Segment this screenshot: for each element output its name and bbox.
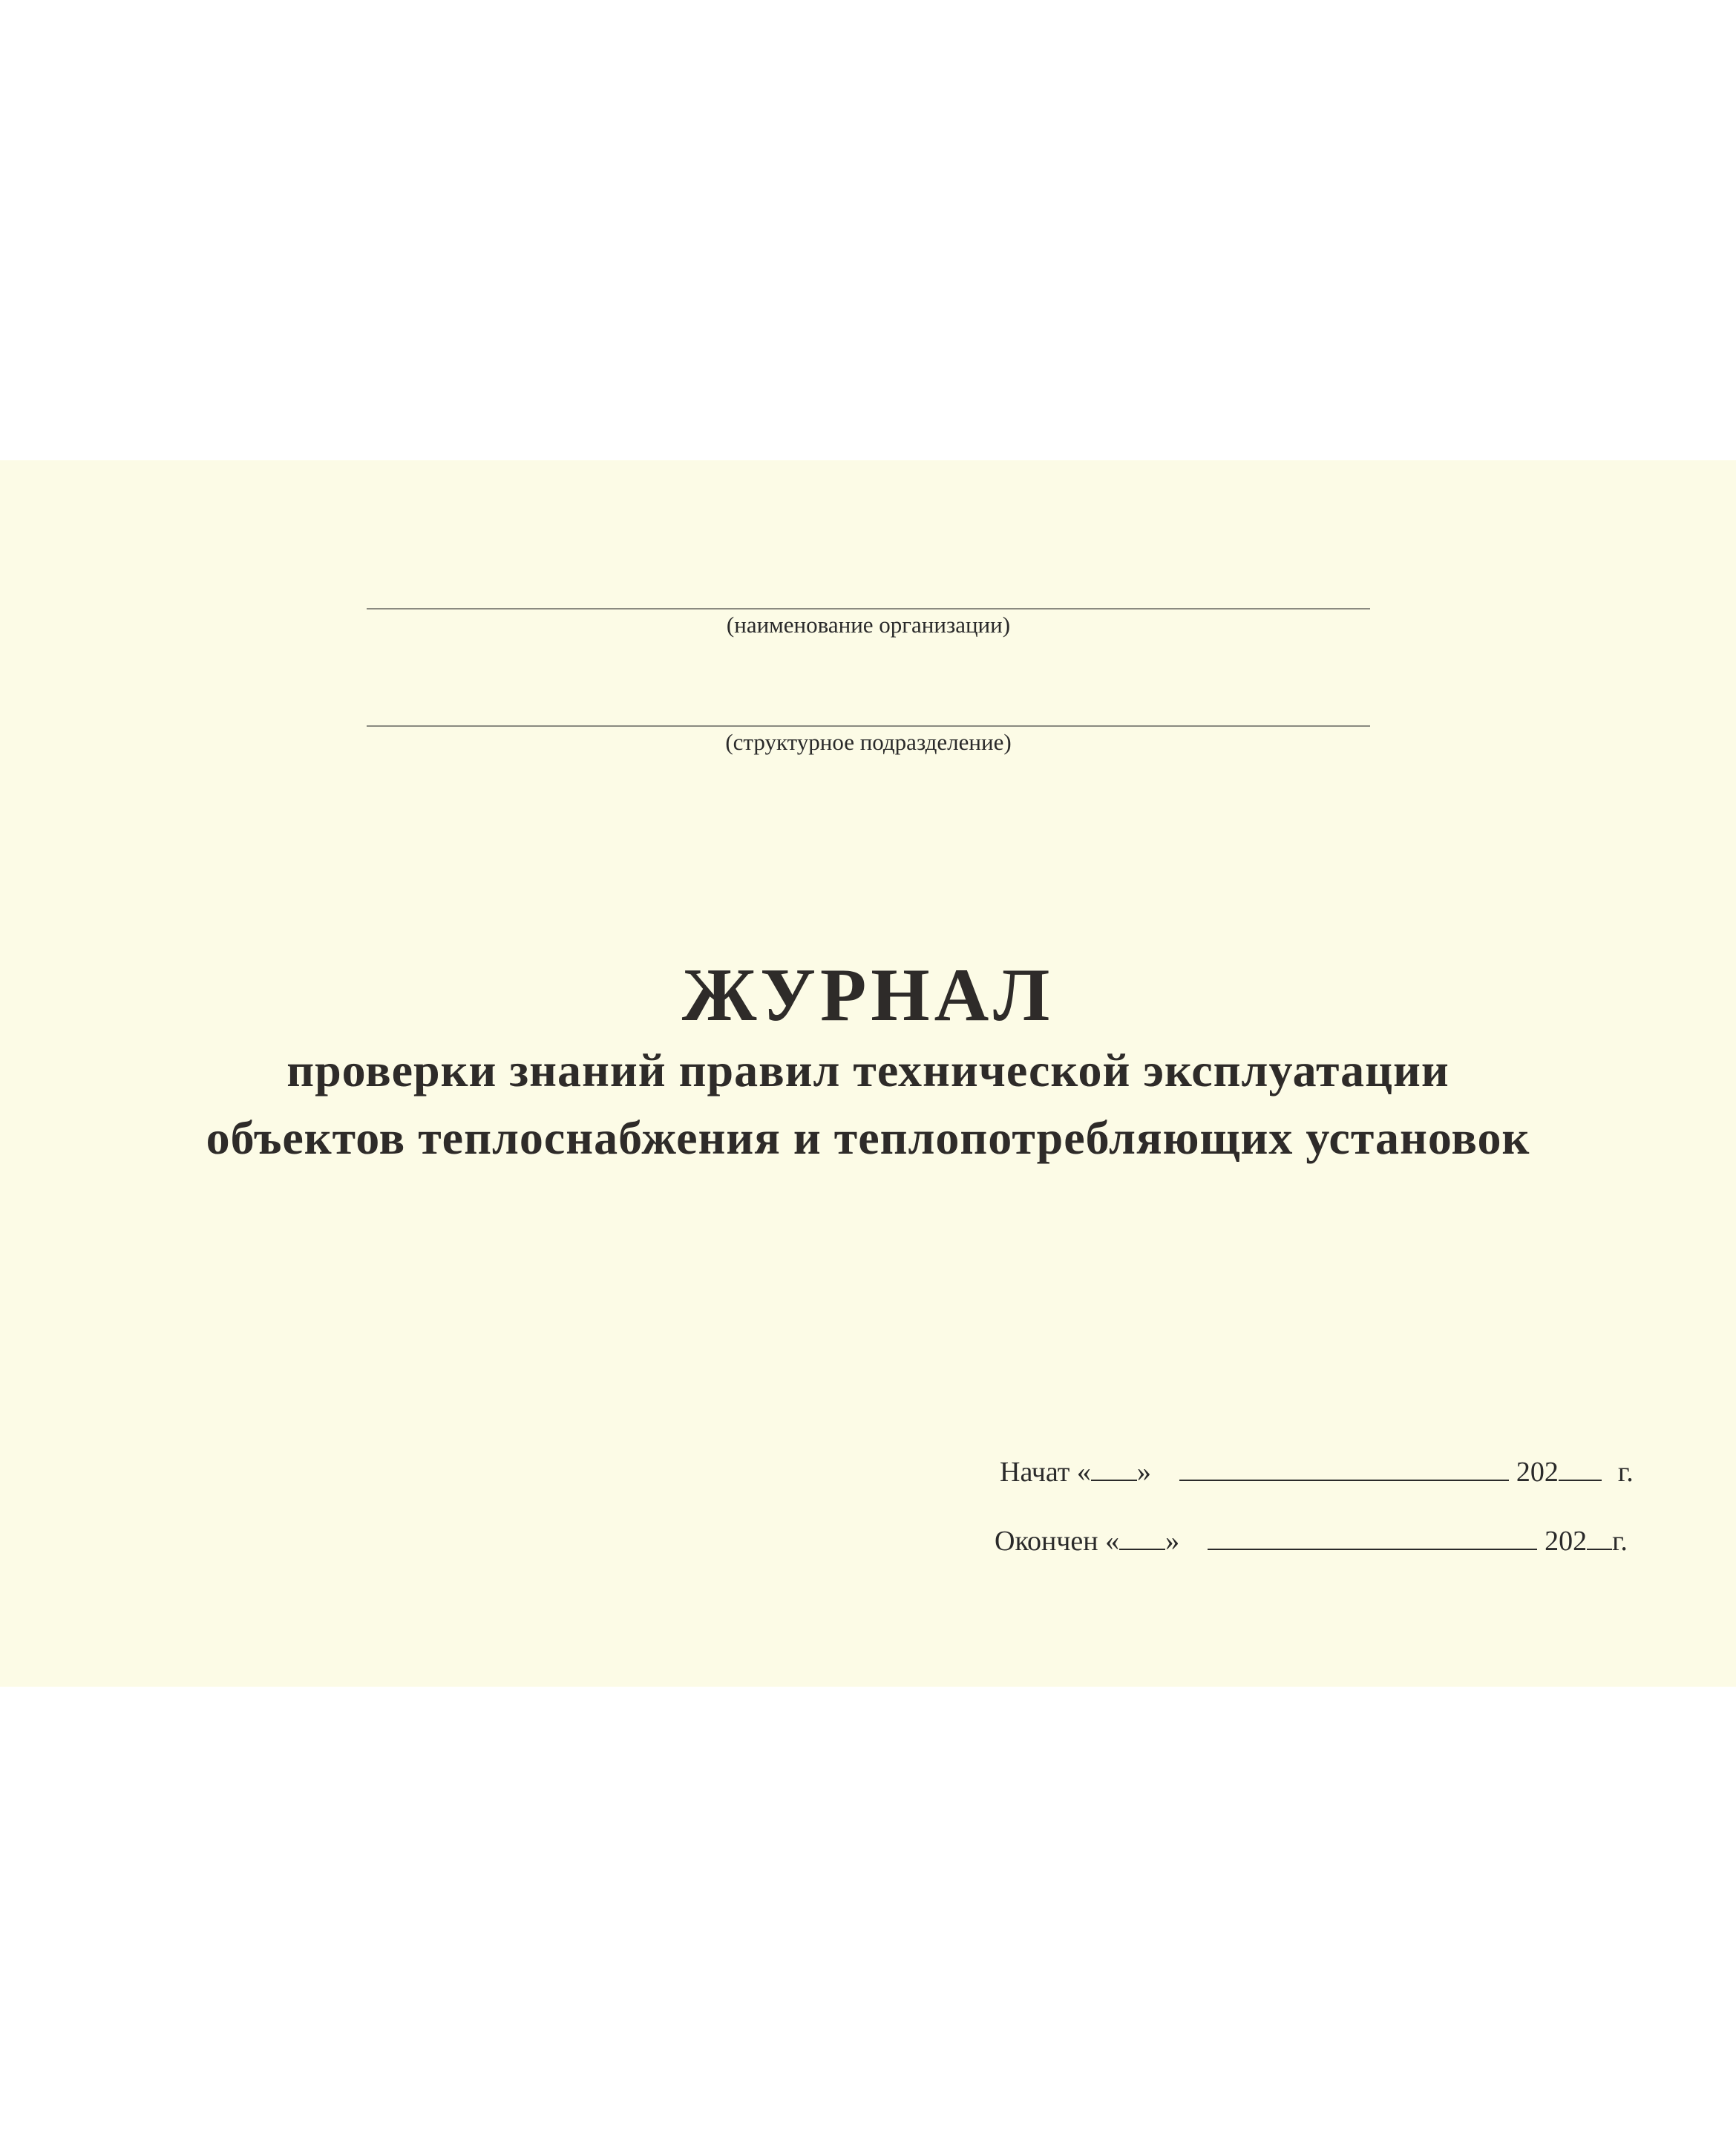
started-year-prefix: 202 <box>1516 1457 1559 1488</box>
finished-label: Окончен « <box>995 1526 1120 1557</box>
organization-name-line <box>367 608 1370 609</box>
finished-year-blank <box>1587 1526 1612 1550</box>
finished-year-suffix: г. <box>1612 1526 1628 1557</box>
started-label: Начат « <box>1000 1457 1091 1488</box>
started-year-suffix: г. <box>1617 1457 1634 1488</box>
started-month-blank <box>1179 1457 1509 1481</box>
finished-date-row <box>995 1525 1628 1558</box>
started-quote-close: » <box>1136 1457 1151 1488</box>
organization-name-caption: (наименование организации) <box>726 612 1011 638</box>
journal-title: ЖУРНАЛ <box>681 953 1055 1037</box>
finished-year-prefix: 202 <box>1545 1526 1588 1557</box>
finished-month-blank <box>1208 1526 1537 1550</box>
department-caption: (структурное подразделение) <box>725 729 1012 755</box>
department-line <box>367 725 1370 727</box>
journal-subtitle-line-1: проверки знаний правил технической эксплуатации <box>286 1044 1450 1096</box>
started-date-row <box>1000 1456 1634 1488</box>
started-year-blank <box>1559 1457 1602 1481</box>
finished-quote-close: » <box>1165 1526 1180 1557</box>
finished-day-blank <box>1119 1526 1165 1550</box>
journal-subtitle-line-2: объектов теплоснабжения и теплопотребляющих установок <box>206 1111 1530 1164</box>
started-day-blank <box>1091 1457 1137 1481</box>
